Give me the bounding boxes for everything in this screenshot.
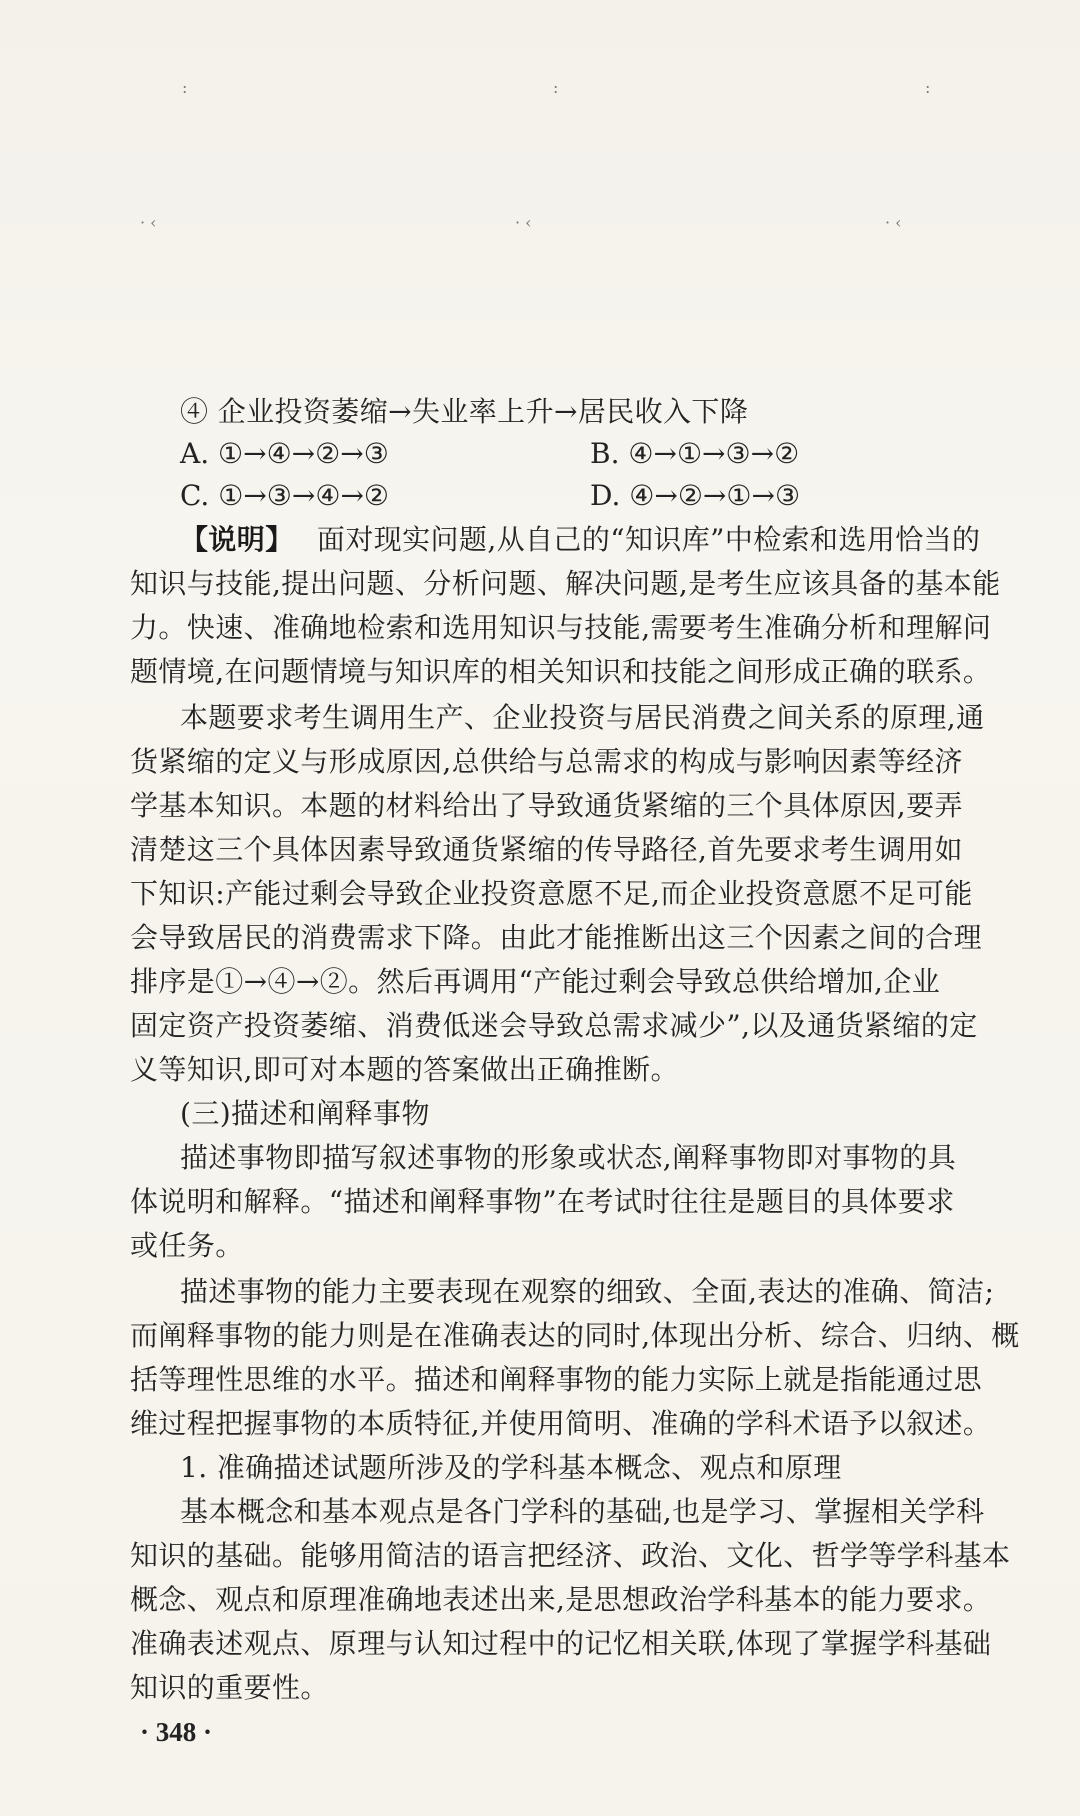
paragraph-line: 维过程把握事物的本质特征,并使用简明、准确的学科术语予以叙述。 xyxy=(130,1407,992,1440)
paragraph-line: 固定资产投资萎缩、消费低迷会导致总需求减少”,以及通货紧缩的定 xyxy=(130,1009,978,1042)
paragraph-line: 知识的基础。能够用简洁的语言把经济、政治、文化、哲学等学科基本 xyxy=(130,1539,1011,1572)
explanation-text: 面对现实问题,从自己的“知识库”中检索和选用恰当的 xyxy=(316,523,981,556)
option-item-4: ④ 企业投资萎缩→失业率上升→居民收入下降 xyxy=(180,395,749,428)
page-number: · 348 · xyxy=(140,1717,213,1747)
subheading: 1. 准确描述试题所涉及的学科基本概念、观点和原理 xyxy=(180,1451,842,1484)
scan-speck: · ‹ xyxy=(515,213,532,232)
scan-speck: · ‹ xyxy=(140,213,157,232)
choice-c: C. ①→③→④→② xyxy=(180,479,390,512)
paragraph-line: 货紧缩的定义与形成原因,总供给与总需求的构成与影响因素等经济 xyxy=(130,745,963,778)
paragraph-line: 学基本知识。本题的材料给出了导致通货紧缩的三个具体原因,要弄 xyxy=(130,789,963,822)
choice-a: A. ①→④→②→③ xyxy=(180,437,389,470)
paragraph-line: 下知识:产能过剩会导致企业投资意愿不足,而企业投资意愿不足可能 xyxy=(130,877,973,910)
paragraph-line: 描述事物的能力主要表现在观察的细致、全面,表达的准确、简洁; xyxy=(180,1275,995,1308)
scan-speck: : xyxy=(925,78,931,97)
paragraph-line: 清楚这三个具体因素导致通货紧缩的传导路径,首先要求考生调用如 xyxy=(130,833,963,866)
paragraph-line: 本题要求考生调用生产、企业投资与居民消费之间关系的原理,通 xyxy=(180,701,985,734)
paragraph-line: 体说明和解释。“描述和阐释事物”在考试时往往是题目的具体要求 xyxy=(130,1185,955,1218)
paragraph-line: 排序是①→④→②。然后再调用“产能过剩会导致总供给增加,企业 xyxy=(130,965,941,998)
explanation-label: 【说明】 xyxy=(180,523,294,556)
explanation-line: 力。快速、准确地检索和选用知识与技能,需要考生准确分析和理解问 xyxy=(130,611,992,644)
choice-d: D. ④→②→①→③ xyxy=(590,479,801,512)
paragraph-line: 义等知识,即可对本题的答案做出正确推断。 xyxy=(130,1053,679,1086)
paragraph-line: 描述事物即描写叙述事物的形象或状态,阐释事物即对事物的具 xyxy=(180,1141,957,1174)
paragraph-line: 括等理性思维的水平。描述和阐释事物的能力实际上就是指能通过思 xyxy=(130,1363,983,1396)
paragraph-line: 或任务。 xyxy=(130,1229,244,1262)
explanation-line: 题情境,在问题情境与知识库的相关知识和技能之间形成正确的联系。 xyxy=(130,655,992,688)
paragraph-line: 准确表述观点、原理与认知过程中的记忆相关联,体现了掌握学科基础 xyxy=(130,1627,992,1660)
scan-speck: · ‹ xyxy=(885,213,902,232)
explanation-line-1 xyxy=(180,518,1020,562)
paragraph-line: 会导致居民的消费需求下降。由此才能推断出这三个因素之间的合理 xyxy=(130,921,983,954)
paragraph-line: 概念、观点和原理准确地表述出来,是思想政治学科基本的能力要求。 xyxy=(130,1583,992,1616)
paragraph-line: 基本概念和基本观点是各门学科的基础,也是学习、掌握相关学科 xyxy=(180,1495,985,1528)
choice-b: B. ④→①→③→② xyxy=(590,437,800,470)
section-heading: (三)描述和阐释事物 xyxy=(180,1097,430,1130)
paragraph-line: 而阐释事物的能力则是在准确表达的同时,体现出分析、综合、归纳、概 xyxy=(130,1319,1020,1352)
scan-speck: : xyxy=(553,78,559,97)
explanation-line: 知识与技能,提出问题、分析问题、解决问题,是考生应该具备的基本能 xyxy=(130,567,1001,600)
scan-speck: : xyxy=(182,78,188,97)
paragraph-line: 知识的重要性。 xyxy=(130,1671,329,1704)
